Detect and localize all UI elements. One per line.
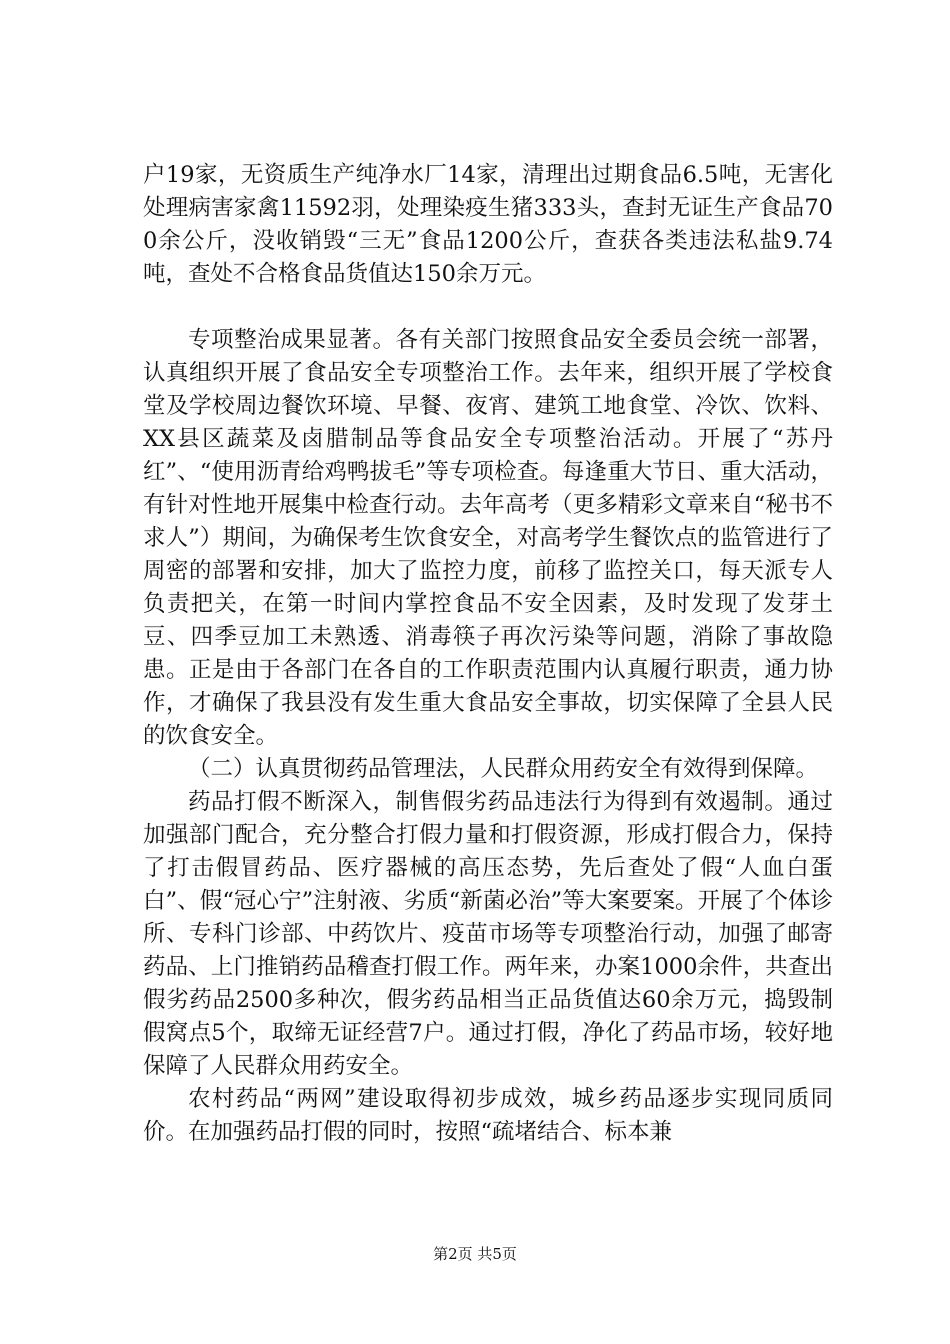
page-footer: 第2页 共5页	[433, 1245, 517, 1263]
document-body	[143, 159, 833, 1149]
paragraph-special-rectification: 专项整治成果显著。各有关部门按照食品安全委员会统一部署，认真组织开展了食品安全专项整治工作。去年来，组织开展了学校食堂及学校周边餐饮环境、早餐、夜宵、建筑工地食堂、冷饮、饮料、XX县区蔬菜及卤腊制品等食品安全专项整治活动。开展了“苏丹红”、“使用沥青给鸡鸭拔毛”等专项检查。每逢重大节日、重大活动，有针对性地开展集中检查行动。去年高考（更多精彩文章来自“秘书不求人”）期间，为确保考生饮食安全，对高考学生餐饮点的监管进行了周密的部署和安排，加大了监控力度，前移了监控关口，每天派专人负责把关，在第一时间内掌控食品不安全因素，及时发现了发芽土豆、四季豆加工未熟透、消毒筷子再次污染等问题，消除了事故隐患。正是由于各部门在各自的工作职责范围内认真履行职责，通力协作，才确保了我县没有发生重大食品安全事故，切实保障了全县人民的饮食安全。	[143, 327, 833, 749]
paragraph-food-seizure-stats: 户19家，无资质生产纯净水厂14家，清理出过期食品6.5吨，无害化处理病害家禽11592羽，处理染疫生猪333头，查封无证生产食品700余公斤，没收销毁“三无”食品1200公斤，查获各类违法私盐9.74吨，查处不合格食品货值达150余万元。	[143, 162, 833, 287]
section-heading-drug-management: （二）认真贯彻药品管理法，人民群众用药安全有效得到保障。	[188, 756, 819, 782]
paragraph-anti-counterfeit-drugs: 药品打假不断深入，制售假劣药品违法行为得到有效遏制。通过加强部门配合，充分整合打假力量和打假资源，形成打假合力，保持了打击假冒药品、医疗器械的高压态势，先后查处了假“人血白蛋白”、假“冠心宁”注射液、劣质“新菌必治”等大案要案。开展了个体诊所、专科门诊部、中药饮片、疫苗市场等专项整治行动，加强了邮寄药品、上门推销药品稽查打假工作。两年来，办案1000余件，共查出假劣药品2500多种次，假劣药品相当正品货值达60余万元，捣毁制假窝点5个，取缔无证经营7户。通过打假，净化了药品市场，较好地保障了人民群众用药安全。	[143, 789, 833, 1079]
paragraph-rural-drug-network: 农村药品“两网”建设取得初步成效，城乡药品逐步实现同质同价。在加强药品打假的同时，按照“疏堵结合、标本兼	[143, 1086, 833, 1145]
